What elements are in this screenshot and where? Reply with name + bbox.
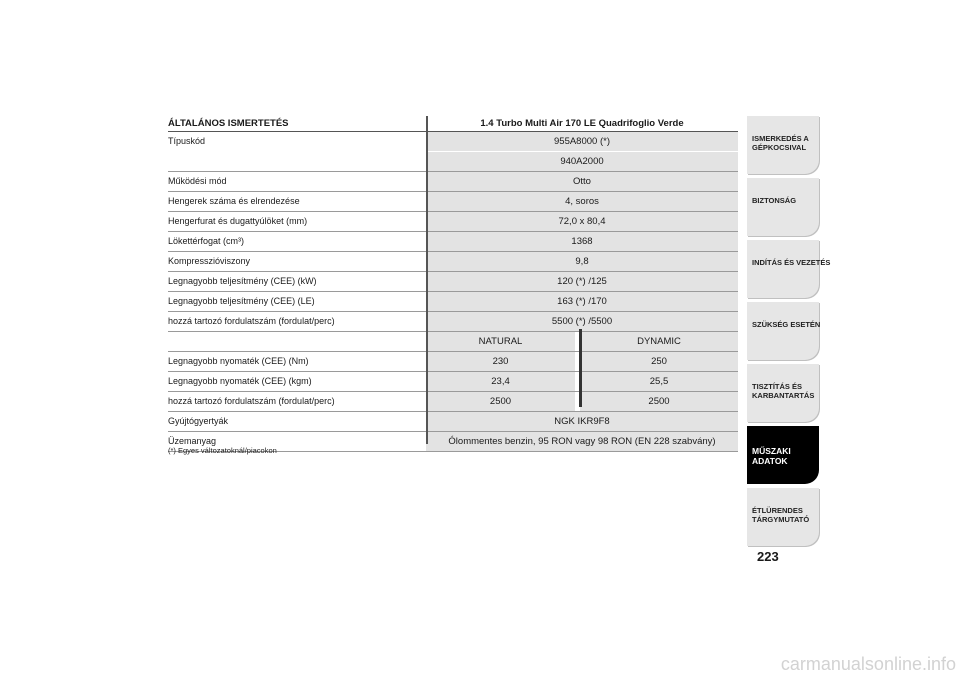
- row-value: [426, 372, 738, 391]
- row-label: hozzá tartozó fordulatszám (fordulat/perc): [168, 396, 335, 406]
- row-value-text: Otto: [573, 176, 591, 187]
- table-row: [168, 292, 738, 312]
- table-row: [168, 232, 738, 252]
- page-number: 223: [757, 549, 779, 564]
- table-row: [168, 352, 738, 372]
- table-row: [168, 312, 738, 332]
- tab-label: TISZTÍTÁS ÉS KARBANTARTÁS: [752, 382, 815, 400]
- type-code-2: 940A2000: [560, 156, 604, 167]
- row-label: Kompresszióviszony: [168, 256, 251, 266]
- row-label: Üzemanyag: [168, 436, 217, 446]
- row-value: [426, 332, 738, 351]
- value-dynamic: 250: [580, 352, 738, 371]
- row-label: hozzá tartozó fordulatszám (fordulat/perc): [168, 316, 335, 326]
- tab-muszaki-adatok[interactable]: [747, 426, 819, 484]
- row-value: [426, 252, 738, 271]
- mode-header-row: [168, 332, 738, 352]
- table-row: [168, 132, 738, 172]
- engine-title: 1.4 Turbo Multi Air 170 LE Quadrifoglio Verde: [480, 118, 684, 129]
- row-label: Legnagyobb teljesítmény (CEE) (kW): [168, 276, 317, 286]
- tab-label: SZÜKSÉG ESETÉN: [752, 320, 821, 329]
- spec-table: [168, 116, 738, 455]
- row-value: [426, 212, 738, 231]
- footnote: (*) Egyes változatoknál/piacokon: [168, 446, 277, 455]
- row-value: [426, 432, 738, 451]
- tab-ismerkedes[interactable]: [747, 116, 819, 174]
- table-row: [168, 412, 738, 432]
- row-label: Típuskód: [168, 136, 206, 146]
- table-row: [168, 172, 738, 192]
- row-value: [426, 192, 738, 211]
- row-label: Lökettérfogat (cm³): [168, 236, 245, 246]
- tab-inditas[interactable]: [747, 240, 831, 298]
- row-value-text: 163 (*) /170: [557, 296, 607, 307]
- type-code-1: 955A8000 (*): [554, 136, 610, 147]
- mode-divider: [579, 329, 582, 407]
- row-label: Hengerfurat és dugattyúlöket (mm): [168, 216, 308, 226]
- tab-biztonsag[interactable]: [747, 178, 819, 236]
- tab-label: ÉTLÜRENDES TÁRGYMUTATÓ: [752, 506, 810, 524]
- row-label: Működési mód: [168, 176, 227, 186]
- row-label: Legnagyobb teljesítmény (CEE) (LE): [168, 296, 315, 306]
- row-value-text: 72,0 x 80,4: [558, 216, 606, 227]
- row-value: [426, 352, 738, 371]
- table-header: [168, 116, 738, 132]
- table-row: [168, 372, 738, 392]
- watermark: carmanualsonline.info: [780, 654, 956, 674]
- row-value-text: 4, soros: [565, 196, 599, 207]
- section-title: ÁLTALÁNOS ISMERTETÉS: [168, 118, 289, 129]
- chapter-tabs: [747, 116, 831, 550]
- row-value: [426, 292, 738, 311]
- row-value: [426, 172, 738, 191]
- row-value: [426, 132, 738, 171]
- tab-label: INDÍTÁS ÉS VEZETÉS: [752, 258, 831, 267]
- row-value: [426, 232, 738, 251]
- row-label: [168, 332, 420, 351]
- row-value: [426, 312, 738, 331]
- value-natural: 2500: [426, 392, 575, 411]
- value-dynamic: 2500: [580, 392, 738, 411]
- row-value-text: 120 (*) /125: [557, 276, 607, 287]
- tab-label: ISMERKEDÉS A GÉPKOCSIVAL: [752, 134, 809, 152]
- tab-tisztitas[interactable]: [747, 364, 819, 422]
- table-row: [168, 272, 738, 292]
- row-value-text: NGK IKR9F8: [554, 416, 610, 427]
- row-label: Gyújtógyertyák: [168, 416, 229, 426]
- row-label: Legnagyobb nyomaték (CEE) (kgm): [168, 376, 312, 386]
- row-label: Hengerek száma és elrendezése: [168, 196, 300, 206]
- mode-natural: NATURAL: [426, 332, 575, 351]
- tab-label: MŰSZAKI ADATOK: [752, 446, 791, 466]
- table-row: [168, 212, 738, 232]
- row-value-text: 5500 (*) /5500: [551, 316, 613, 327]
- value-natural: 23,4: [426, 372, 575, 391]
- row-value-text: Ólommentes benzin, 95 RON vagy 98 RON (EN 228 szabvány): [448, 436, 716, 447]
- table-row: [168, 392, 738, 412]
- tab-szukseg[interactable]: [747, 302, 819, 360]
- row-value-text: 9,8: [575, 256, 589, 267]
- column-divider: [426, 116, 428, 444]
- tab-targymutato[interactable]: [747, 488, 819, 546]
- table-row: [168, 252, 738, 272]
- row-label: Legnagyobb nyomaték (CEE) (Nm): [168, 356, 309, 366]
- value-dynamic: 25,5: [580, 372, 738, 391]
- row-value: [426, 272, 738, 291]
- mode-dynamic: DYNAMIC: [580, 332, 738, 351]
- row-value: [426, 412, 738, 431]
- tab-label: BIZTONSÁG: [752, 196, 797, 205]
- value-natural: 230: [426, 352, 575, 371]
- table-row: [168, 192, 738, 212]
- row-value-text: 1368: [571, 236, 593, 247]
- row-value: [426, 392, 738, 411]
